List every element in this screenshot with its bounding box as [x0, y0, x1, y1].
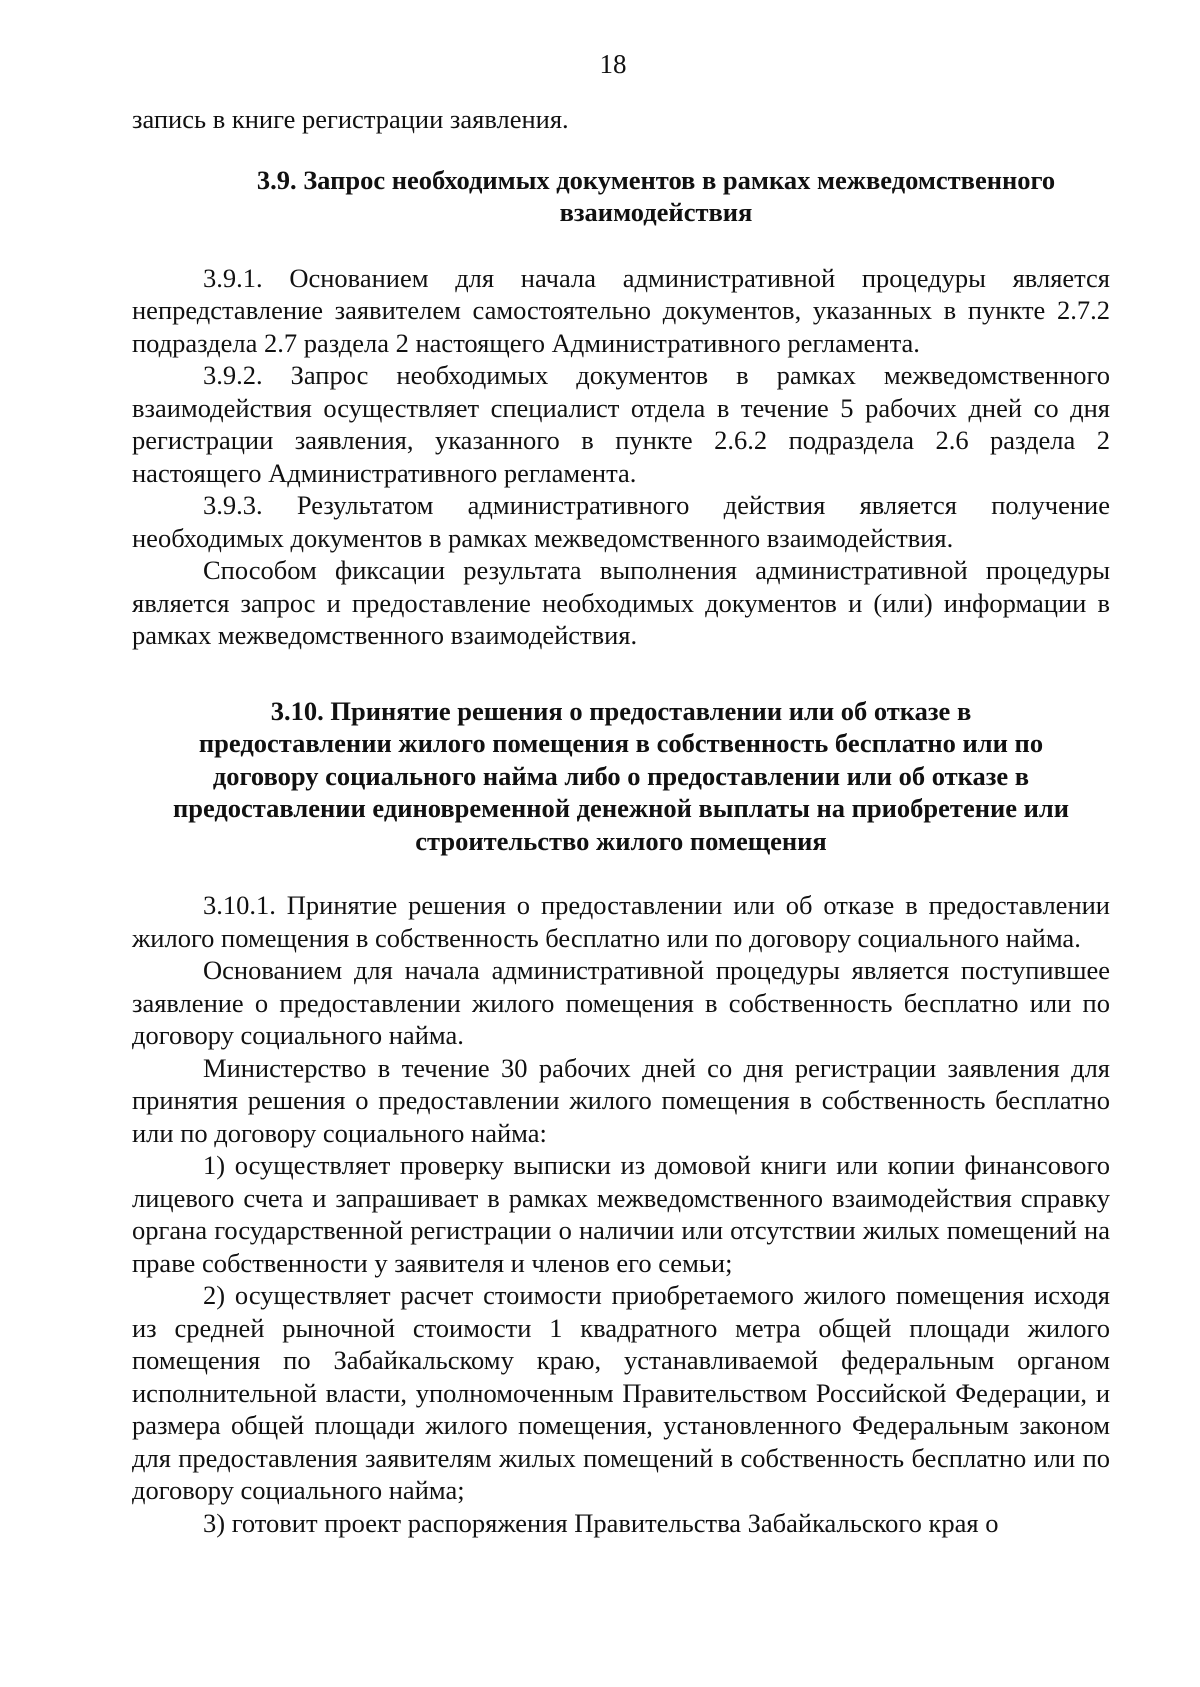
- paragraph-3-10-1: 3.10.1. Принятие решения о предоставлении или об отказе в предоставлении жилого помещения в собственность бесплатно или по договору социального найма.: [132, 890, 1110, 953]
- document-body: [132, 103, 1110, 1539]
- list-item-1: 1) осуществляет проверку выписки из домовой книги или копии финансового лицевого счета и запрашивает в рамках межведомственного взаимодействия справку органа государственной регистрации о наличии или отсутствии жилых помещений на праве собственности у заявителя и членов его семьи;: [132, 1150, 1110, 1278]
- paragraph-3-10-basis: Основанием для начала административной процедуры является поступившее заявление о предоставлении жилого помещения в собственность бесплатно или по договору социального найма.: [132, 955, 1110, 1050]
- section-3-10-heading: [132, 695, 1110, 858]
- list-item-2: 2) осуществляет расчет стоимости приобретаемого жилого помещения исходя из средней рыночной стоимости 1 квадратного метра общей площади жилого помещения по Забайкальскому краю, устанавливаемой федеральным органом исполнительной власти, уполномоченным Правительством Российской Федерации, и размера общей площади жилого помещения, установленного Федеральным законом для предоставления заявителям жилых помещений в собственность бесплатно или по договору социального найма;: [132, 1280, 1110, 1505]
- page-number: 18: [599, 49, 627, 79]
- section-3-9-heading-line1: 3.9. Запрос необходимых документов в рамках межведомственного: [256, 164, 1056, 195]
- paragraph-3-9-fixation: Способом фиксации результата выполнения административной процедуры является запрос и предоставление необходимых документов и (или) информации в рамках межведомственного взаимодействия.: [132, 555, 1110, 650]
- section-3-10-heading-line4: предоставлении единовременной денежной выплаты на приобретение или: [172, 793, 1070, 823]
- lead-line: запись в книге регистрации заявления.: [132, 104, 569, 134]
- section-3-10-heading-line1: 3.10. Принятие решения о предоставлении или об отказе в: [270, 695, 972, 726]
- paragraph-3-9-1: 3.9.1. Основанием для начала административной процедуры является непредставление заявителем самостоятельно документов, указанных в пункте 2.7.2 подраздела 2.7 раздела 2 настоящего Административного регламента.: [132, 262, 1110, 358]
- paragraph-3-9-3: 3.9.3. Результатом административного действия является получение необходимых документов в рамках межведомственного взаимодействия.: [132, 490, 1110, 553]
- section-3-9-heading-line2: взаимодействия: [559, 197, 753, 227]
- paragraph-3-9-2: 3.9.2. Запрос необходимых документов в рамках межведомственного взаимодействия осуществляет специалист отдела в течение 5 рабочих дней со дня регистрации заявления, указанного в пункте 2.6.2 подраздела 2.6 раздела 2 настоящего Административного регламента.: [132, 360, 1110, 488]
- list-item-3: 3) готовит проект распоряжения Правительства Забайкальского края о: [203, 1507, 999, 1538]
- section-3-10-heading-line5: строительство жилого помещения: [415, 825, 827, 856]
- section-3-10-heading-line2: предоставлении жилого помещения в собственность бесплатно или по: [198, 728, 1044, 758]
- section-3-9-heading: [132, 164, 1110, 229]
- section-3-10-heading-line3: договору социального найма либо о предоставлении или об отказе в: [212, 760, 1030, 791]
- paragraph-3-10-ministry: Министерство в течение 30 рабочих дней со дня регистрации заявления для принятия решения о предоставлении жилого помещения в собственность бесплатно или по договору социального найма:: [132, 1052, 1110, 1148]
